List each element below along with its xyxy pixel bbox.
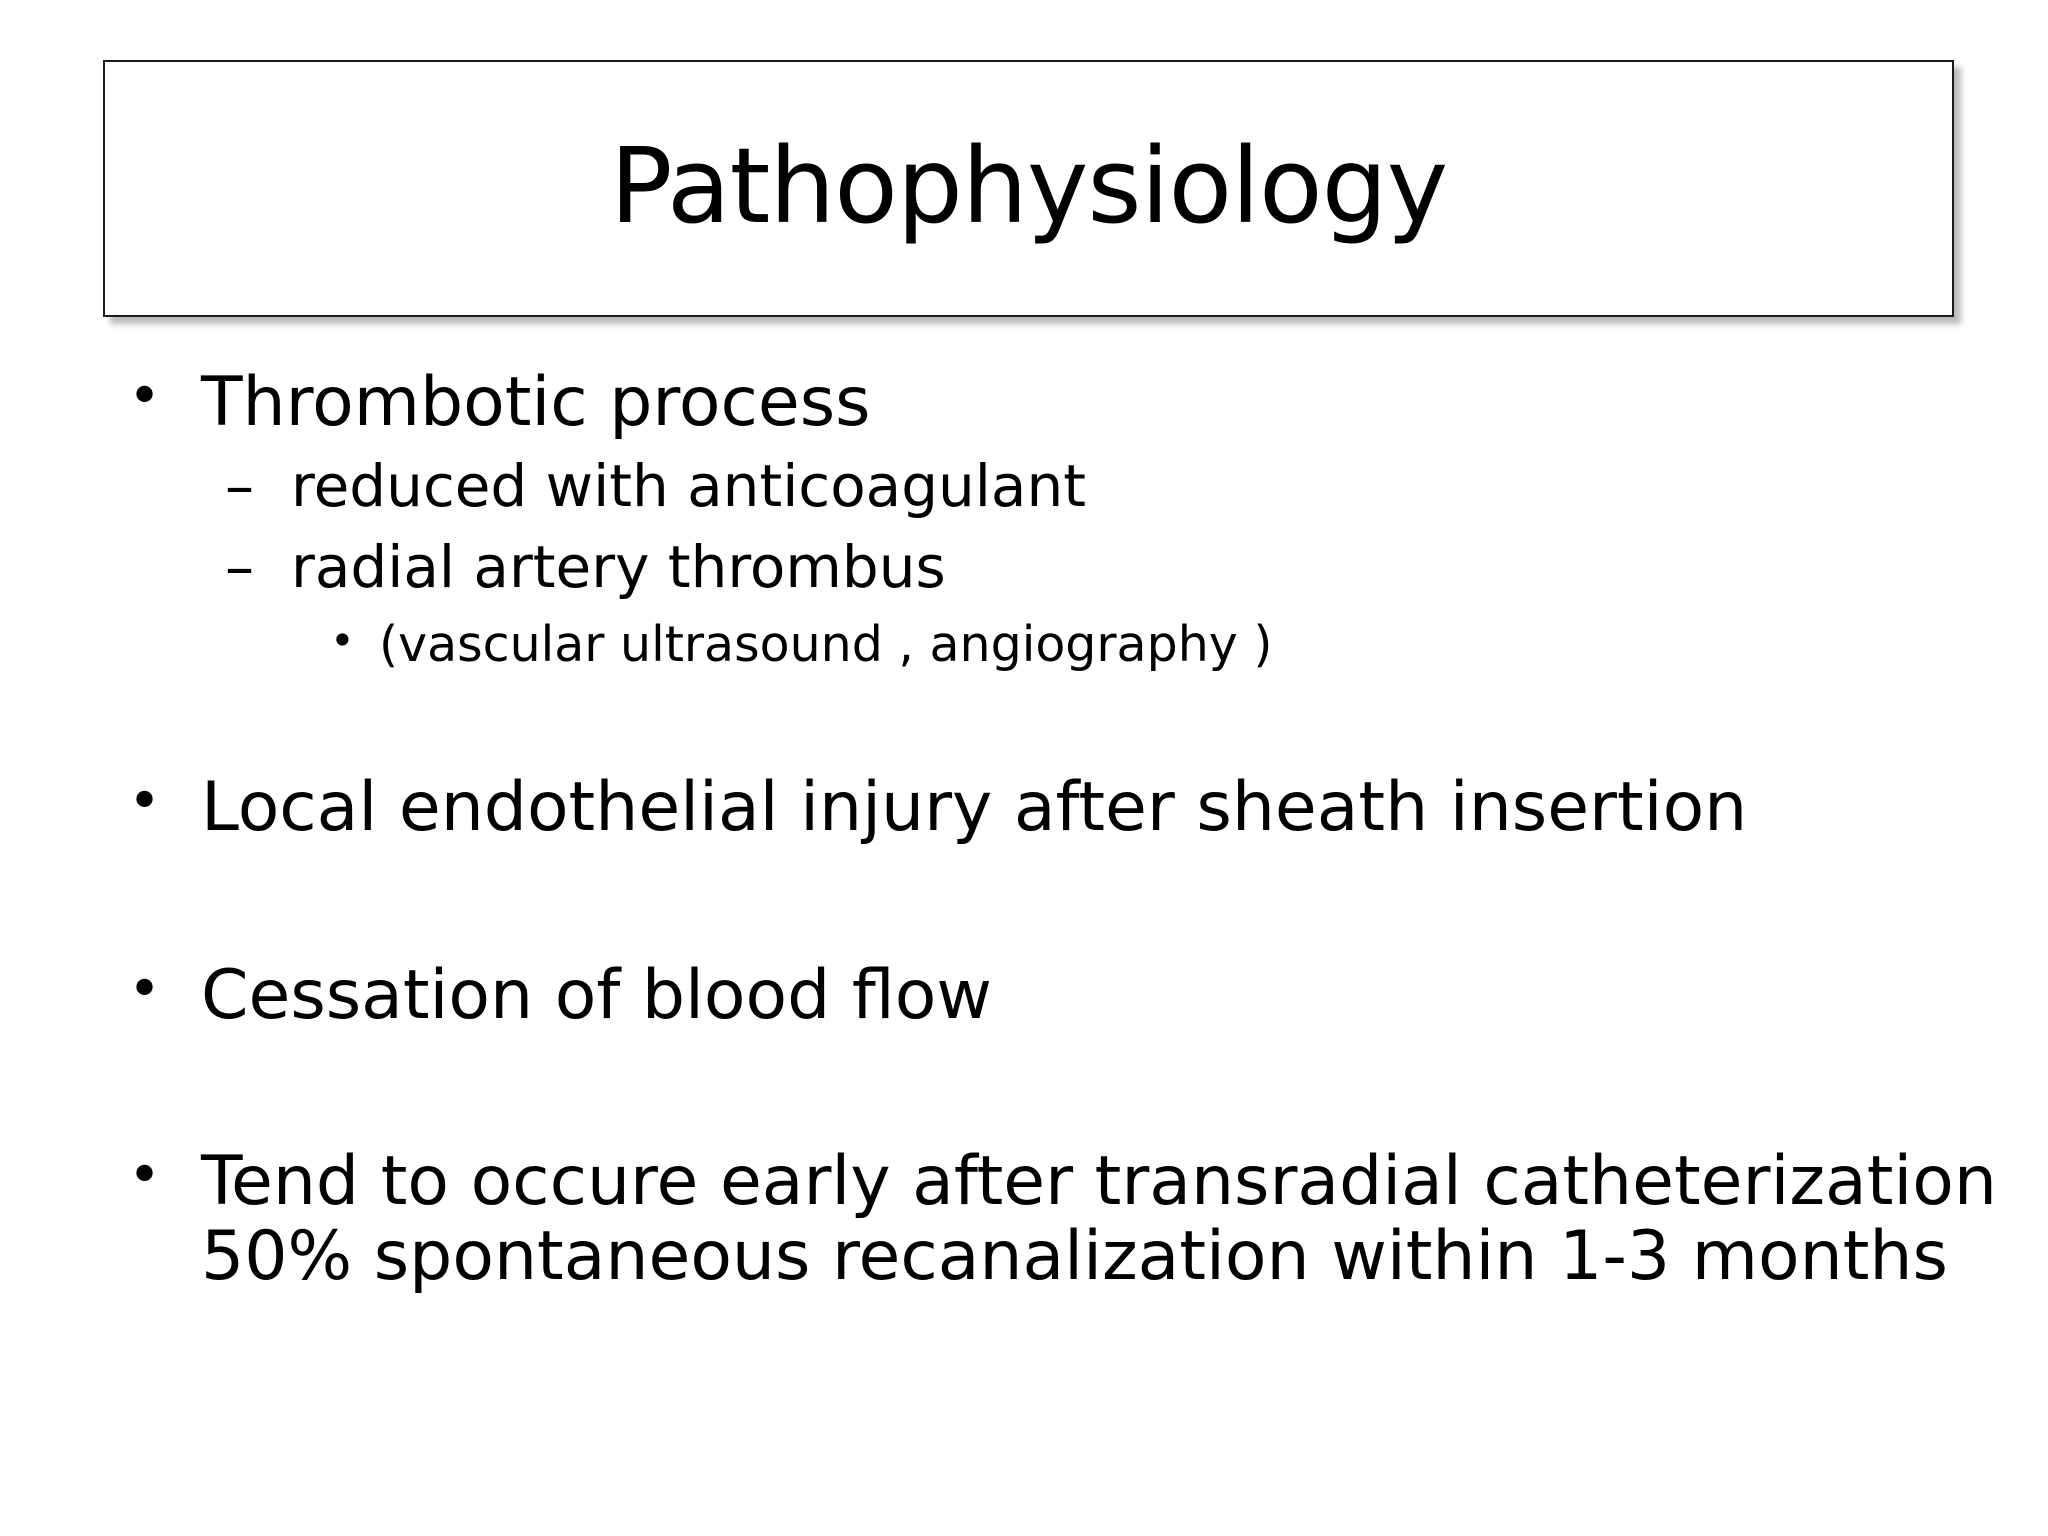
bullet-text: Cessation of blood flow bbox=[201, 956, 992, 1035]
bullet-text: Tend to occure early after transradial catheterization bbox=[201, 1142, 1997, 1221]
bullet-marker: • bbox=[128, 769, 162, 834]
sub-sub-bullet-marker: • bbox=[330, 616, 355, 665]
sub-bullet-marker: – bbox=[225, 452, 254, 520]
sub-bullet-marker: – bbox=[225, 533, 254, 601]
bullet-text: Local endothelial injury after sheath insertion bbox=[201, 768, 1748, 847]
sub-sub-bullet-text: (vascular ultrasound , angiography ) bbox=[379, 616, 1273, 673]
sub-bullet-text: radial artery thrombus bbox=[291, 533, 946, 601]
bullet-continuation-text: 50% spontaneous recanalization within 1-3 months bbox=[201, 1217, 1948, 1296]
title-box bbox=[103, 60, 1954, 317]
bullet-text: Thrombotic process bbox=[201, 363, 871, 442]
sub-bullet-text: reduced with anticoagulant bbox=[291, 452, 1086, 520]
slide-title: Pathophysiology bbox=[609, 124, 1448, 247]
bullet-marker: • bbox=[128, 957, 162, 1022]
bullet-marker: • bbox=[128, 1143, 162, 1208]
bullet-marker: • bbox=[128, 364, 162, 429]
